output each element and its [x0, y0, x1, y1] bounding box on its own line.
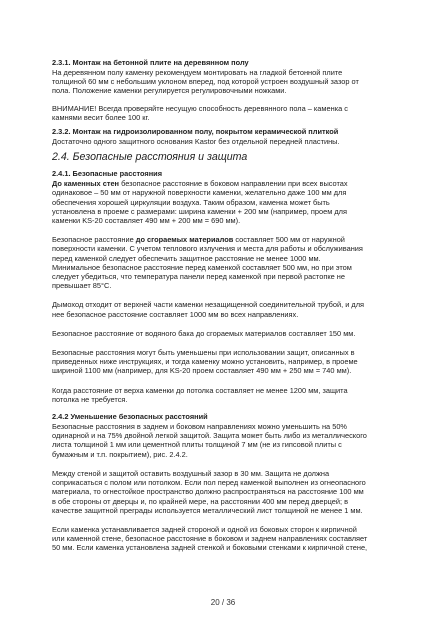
page-number: 20 / 36 [210, 598, 236, 607]
paragraph-line: материала, то огнестойкое пространство должно распространяться на расстояние 100 мм [52, 487, 364, 497]
line-text: Безопасное расстояние [52, 235, 136, 245]
line-text: безопасное расстояние в боковом направлении при всех высотах [119, 179, 348, 189]
section-heading-2-3-2: 2.3.2. Монтаж на гидроизолированном полу, покрытом керамической плиткой [52, 127, 339, 137]
paragraph-line: одинарной и на 75% двойной легкой защитой. Защита может быть либо из металлического [52, 431, 367, 441]
paragraph-line: Безопасные расстояния в заднем и боковом направлениях можно уменьшить на 50% [52, 422, 347, 432]
paragraph-line: Достаточно одного защитного основания Kastor без отдельной передней пластины. [52, 137, 340, 147]
paragraph-line: следует убедиться, что температура панели перед каменкой при первой растопке не [52, 272, 346, 282]
paragraph-line: Минимальное безопасное расстояние перед каменкой составляет 500 мм, но при этом [52, 262, 352, 272]
section-heading-2-4: 2.4. Безопасные расстояния и защита [52, 151, 248, 164]
paragraph-line: одинаковое – 50 мм от наружной поверхности каменки, желательно даже 100 мм для [52, 188, 347, 198]
paragraph-line: обеспечения хорошей циркуляции воздуха. Таким образом, каменка может быть [52, 197, 330, 207]
bold-phrase: До каменных стен [52, 179, 120, 189]
paragraph-line: Дымоход отходит от верхней части каменки незащищенной соединительной трубой, и для [52, 300, 365, 310]
paragraph-line: Безопасные расстояния могут быть уменьшены при использовании защит, описанных в [52, 348, 355, 358]
paragraph-line: превышает 85°С. [52, 281, 112, 291]
paragraph-line: Когда расстояние от верха каменки до потолка составляет не менее 1200 мм, защита [52, 385, 348, 395]
paragraph-line: потолка не требуется. [52, 394, 128, 404]
paragraph-line: нее безопасное расстояние составляет 1000 мм во всех направлениях. [52, 309, 299, 319]
paragraph-line: бумажным и т.п. покрытием), рис. 2.4.2. [52, 449, 188, 459]
paragraph-line: установлена в проеме с размерами: ширина каменки + 200 мм (например, проем для [52, 206, 347, 216]
paragraph-line: или каменной стене, безопасное расстояние в боковом и заднем направлениях составляет [52, 534, 368, 544]
warning-line: ВНИМАНИЕ! Всегда проверяйте несущую способность деревянного пола – каменка с [52, 103, 348, 113]
paragraph-line: шириной 1100 мм (например, для KS-20 проем составляет 490 мм + 250 мм = 740 мм). [52, 366, 352, 376]
line-text: составляет 500 мм от наружной [233, 235, 345, 245]
paragraph-line: в обе стороны от дверцы и, по крайней мере, на расстоянии 400 мм перед дверцей; в [52, 496, 349, 506]
paragraph-line: поверхности каменки. С учетом теплового излучения и места для работы и обслуживания [52, 244, 363, 254]
paragraph-line [52, 235, 400, 244]
paragraph-line: листа толщиной 1 мм или цементной плиты толщиной 7 мм (не из гипсовой плиты с [52, 440, 342, 450]
section-heading-2-3-1: 2.3.1. Монтаж на бетонной плите на деревянном полу [52, 58, 249, 67]
paragraph-line: Безопасное расстояние от водяного бака до сгораемых материалов составляет 150 мм. [52, 328, 356, 338]
paragraph-line: соприкасаться с полом или потолком. Если пол перед каменкой выполнен из огнеопасного [52, 478, 366, 488]
bold-phrase: до сгораемых материалов [135, 235, 234, 245]
section-heading-2-4-2: 2.4.2 Уменьшение безопасных расстояний [52, 412, 208, 422]
paragraph-line: перед каменкой следует обеспечить защитное расстояние не менее 1000 мм. [52, 253, 321, 263]
paragraph-line: пола. Положение каменки регулируется регулировочными ножками. [52, 86, 287, 96]
paragraph-line: Между стеной и защитой оставить воздушный зазор в 30 мм. Защита не должна [52, 468, 330, 478]
paragraph-line [52, 179, 400, 188]
paragraph-line: приведенных ниже инструкциях, и тогда каменку можно установить, например, в проеме [52, 357, 358, 367]
section-heading-2-4-1: 2.4.1. Безопасные расстояния [52, 169, 163, 179]
paragraph-line: толщиной 60 мм с небольшим уклоном вперед, под которой устроен воздушный зазор от [52, 77, 359, 87]
paragraph-line: На деревянном полу каменку рекомендуем монтировать на гладкой бетонной плите [52, 68, 343, 77]
paragraph-line: 50 мм. Если каменка установлена задней стенкой и боковыми стенками к кирпичной стене, [52, 543, 368, 553]
paragraph-line: каменки KS-20 составляет 490 мм + 200 мм = 690 мм). [52, 216, 241, 226]
paragraph-line: качестве защитной преграды используется металлический лист толщиной не менее 1 мм. [52, 505, 363, 515]
warning-line: камнями весит более 100 кг. [52, 112, 150, 122]
paragraph-line: Если каменка устанавливается задней стороной и одной из боковых сторон к кирпичной [52, 524, 357, 534]
